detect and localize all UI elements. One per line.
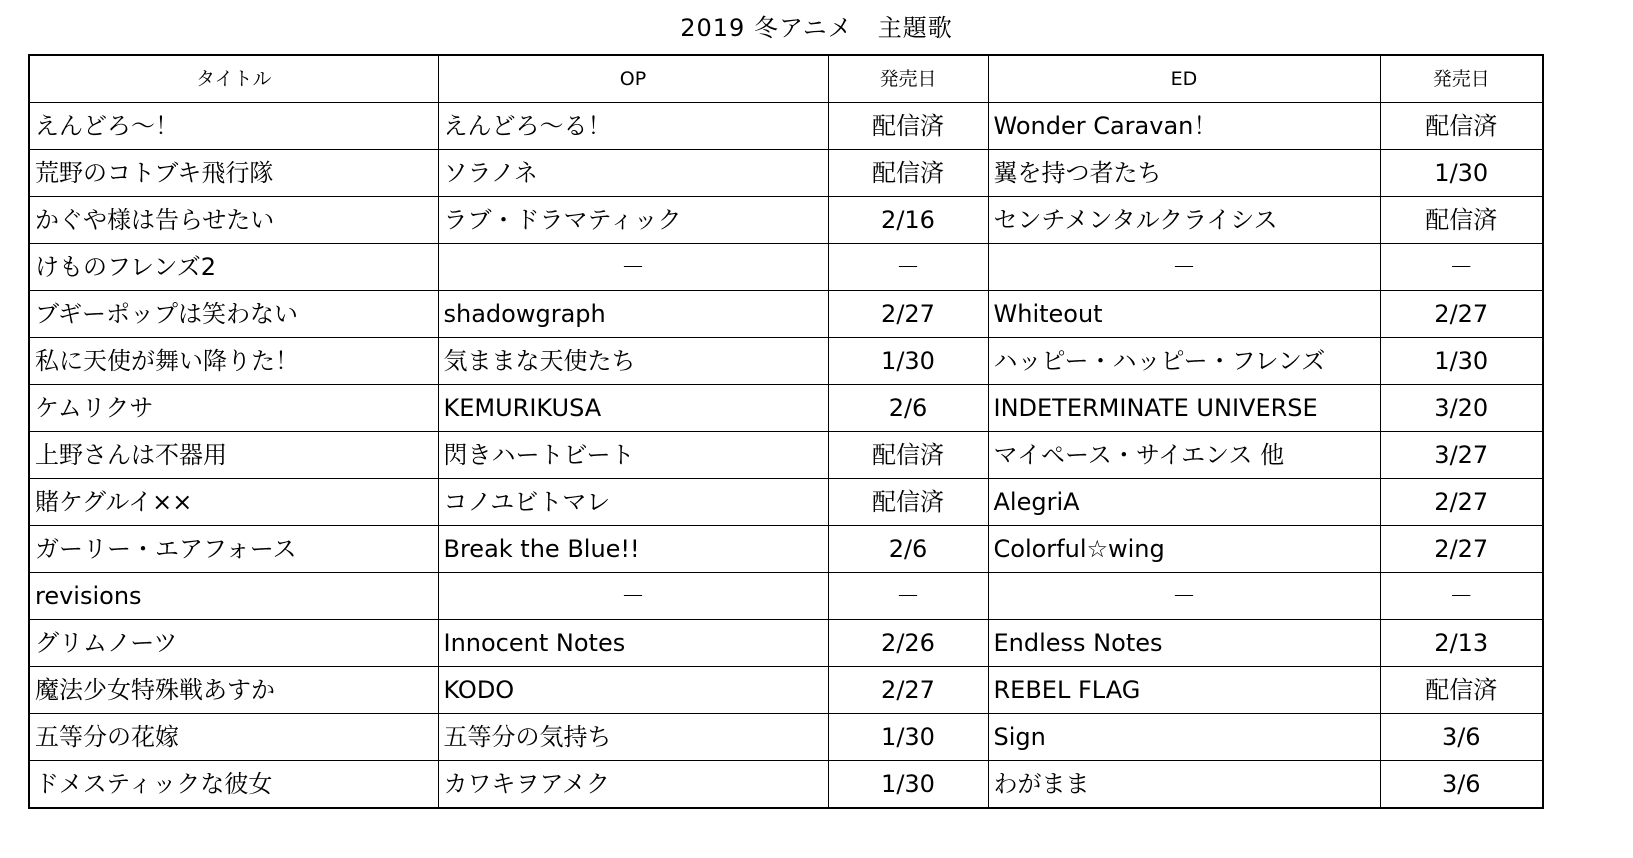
header-op[interactable]: OP xyxy=(438,55,828,103)
cell-ed-date[interactable]: － xyxy=(1380,244,1543,291)
cell-op-date[interactable]: 1/30 xyxy=(828,714,988,761)
cell-title[interactable]: ブギーポップは笑わない xyxy=(29,291,438,338)
cell-op[interactable]: カワキヲアメク xyxy=(438,761,828,809)
cell-ed-date[interactable]: 2/27 xyxy=(1380,291,1543,338)
cell-op[interactable]: ソラノネ xyxy=(438,150,828,197)
cell-ed-date[interactable]: 1/30 xyxy=(1380,150,1543,197)
table-row xyxy=(29,291,1543,338)
cell-op-date[interactable]: 2/16 xyxy=(828,197,988,244)
table-row xyxy=(29,103,1543,150)
cell-ed[interactable]: INDETERMINATE UNIVERSE xyxy=(988,385,1380,432)
cell-op-date[interactable]: 配信済 xyxy=(828,432,988,479)
cell-ed-date[interactable]: － xyxy=(1380,573,1543,620)
cell-ed-date[interactable]: 2/27 xyxy=(1380,526,1543,573)
cell-ed-date[interactable]: 配信済 xyxy=(1380,667,1543,714)
cell-ed[interactable]: － xyxy=(988,573,1380,620)
cell-ed[interactable]: REBEL FLAG xyxy=(988,667,1380,714)
cell-ed[interactable]: わがまま xyxy=(988,761,1380,809)
cell-ed-date[interactable]: 3/20 xyxy=(1380,385,1543,432)
cell-ed[interactable]: Whiteout xyxy=(988,291,1380,338)
table-row xyxy=(29,714,1543,761)
cell-op-date[interactable]: 1/30 xyxy=(828,761,988,809)
table-row xyxy=(29,667,1543,714)
table-row xyxy=(29,244,1543,291)
cell-ed[interactable]: センチメンタルクライシス xyxy=(988,197,1380,244)
cell-title[interactable]: グリムノーツ xyxy=(29,620,438,667)
cell-title[interactable]: 上野さんは不器用 xyxy=(29,432,438,479)
cell-title[interactable]: 魔法少女特殊戦あすか xyxy=(29,667,438,714)
cell-op-date[interactable]: 2/6 xyxy=(828,385,988,432)
cell-ed[interactable]: マイペース・サイエンス 他 xyxy=(988,432,1380,479)
theme-song-table xyxy=(28,54,1544,809)
cell-op[interactable]: 気ままな天使たち xyxy=(438,338,828,385)
cell-ed[interactable]: Endless Notes xyxy=(988,620,1380,667)
cell-ed-date[interactable]: 2/13 xyxy=(1380,620,1543,667)
cell-ed-date[interactable]: 1/30 xyxy=(1380,338,1543,385)
cell-title[interactable]: 荒野のコトブキ飛行隊 xyxy=(29,150,438,197)
cell-ed-date[interactable]: 配信済 xyxy=(1380,197,1543,244)
table-row xyxy=(29,150,1543,197)
cell-title[interactable]: revisions xyxy=(29,573,438,620)
cell-ed[interactable]: Colorful☆wing xyxy=(988,526,1380,573)
cell-title[interactable]: えんどろ～！ xyxy=(29,103,438,150)
cell-ed-date[interactable]: 2/27 xyxy=(1380,479,1543,526)
cell-op-date[interactable]: 配信済 xyxy=(828,479,988,526)
cell-title[interactable]: ケムリクサ xyxy=(29,385,438,432)
header-op-date[interactable]: 発売日 xyxy=(828,55,988,103)
cell-title[interactable]: 私に天使が舞い降りた！ xyxy=(29,338,438,385)
cell-op-date[interactable]: 配信済 xyxy=(828,150,988,197)
cell-title[interactable]: 五等分の花嫁 xyxy=(29,714,438,761)
cell-op-date[interactable]: 配信済 xyxy=(828,103,988,150)
cell-op[interactable]: えんどろ～る！ xyxy=(438,103,828,150)
cell-ed-date[interactable]: 3/6 xyxy=(1380,714,1543,761)
cell-op[interactable]: － xyxy=(438,244,828,291)
cell-op[interactable]: － xyxy=(438,573,828,620)
cell-op[interactable]: ラブ・ドラマティック xyxy=(438,197,828,244)
cell-ed-date[interactable]: 3/27 xyxy=(1380,432,1543,479)
cell-op-date[interactable]: 2/26 xyxy=(828,620,988,667)
header-ed-date[interactable]: 発売日 xyxy=(1380,55,1543,103)
table-row xyxy=(29,573,1543,620)
cell-op[interactable]: shadowgraph xyxy=(438,291,828,338)
table-row xyxy=(29,338,1543,385)
cell-op[interactable]: 五等分の気持ち xyxy=(438,714,828,761)
sheet-title: 2019 冬アニメ 主題歌 xyxy=(680,14,953,42)
cell-op-date[interactable]: － xyxy=(828,573,988,620)
cell-ed[interactable]: 翼を持つ者たち xyxy=(988,150,1380,197)
cell-title[interactable]: 賭ケグルイ×× xyxy=(29,479,438,526)
cell-ed[interactable]: Sign xyxy=(988,714,1380,761)
table-row xyxy=(29,620,1543,667)
table-row xyxy=(29,197,1543,244)
cell-title[interactable]: けものフレンズ2 xyxy=(29,244,438,291)
table-row xyxy=(29,526,1543,573)
cell-ed-date[interactable]: 3/6 xyxy=(1380,761,1543,809)
cell-ed[interactable]: ハッピー・ハッピー・フレンズ xyxy=(988,338,1380,385)
cell-ed[interactable]: AlegriA xyxy=(988,479,1380,526)
cell-op-date[interactable]: 2/27 xyxy=(828,667,988,714)
cell-op[interactable]: Innocent Notes xyxy=(438,620,828,667)
cell-title[interactable]: ガーリー・エアフォース xyxy=(29,526,438,573)
cell-title[interactable]: かぐや様は告らせたい xyxy=(29,197,438,244)
cell-op[interactable]: Break the Blue!! xyxy=(438,526,828,573)
cell-op[interactable]: KEMURIKUSA xyxy=(438,385,828,432)
header-row xyxy=(29,55,1543,103)
cell-op[interactable]: コノユビトマレ xyxy=(438,479,828,526)
cell-ed[interactable]: Wonder Caravan！ xyxy=(988,103,1380,150)
cell-ed-date[interactable]: 配信済 xyxy=(1380,103,1543,150)
header-title[interactable]: タイトル xyxy=(29,55,438,103)
header-ed[interactable]: ED xyxy=(988,55,1380,103)
cell-op[interactable]: 閃きハートビート xyxy=(438,432,828,479)
table-row xyxy=(29,432,1543,479)
cell-op-date[interactable]: 2/27 xyxy=(828,291,988,338)
cell-op-date[interactable]: 2/6 xyxy=(828,526,988,573)
cell-title[interactable]: ドメスティックな彼女 xyxy=(29,761,438,809)
table-row xyxy=(29,479,1543,526)
cell-op[interactable]: KODO xyxy=(438,667,828,714)
table-row xyxy=(29,385,1543,432)
cell-op-date[interactable]: 1/30 xyxy=(828,338,988,385)
table-row xyxy=(29,761,1543,809)
cell-ed[interactable]: － xyxy=(988,244,1380,291)
cell-op-date[interactable]: － xyxy=(828,244,988,291)
